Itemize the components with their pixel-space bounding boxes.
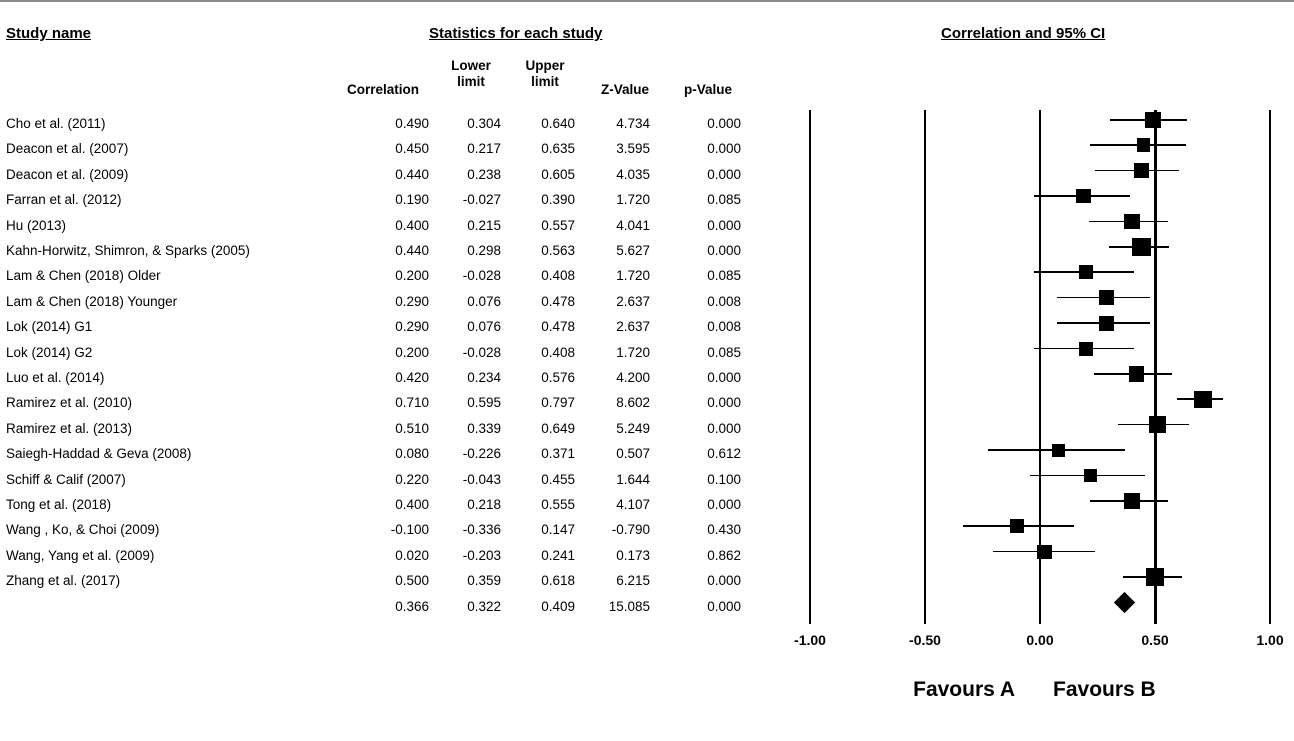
table-cell: 0.635 [541,141,575,157]
table-cell: 0.576 [541,370,575,385]
header-statistics: Statistics for each study [429,25,603,42]
table-cell: 0.000 [707,370,741,385]
table-cell: 4.035 [616,166,650,182]
table-cell: 0.490 [395,116,429,131]
table-cell: 0.100 [707,471,741,487]
table-row-label: Ramirez et al. (2013) [6,420,133,436]
table-row-label: Cho et al. (2011) [6,116,106,131]
effect-size-marker [1124,214,1140,230]
summary-reference-line [1154,110,1157,624]
table-cell: 0.408 [541,268,575,284]
table-cell: 0.640 [541,116,575,131]
table-cell: 0.420 [395,370,429,385]
table-cell: 0.555 [541,497,575,512]
effect-size-marker [1052,444,1065,457]
table-cell: 0.440 [395,166,429,182]
table-cell: 0.290 [395,293,429,309]
table-cell: 0.076 [467,293,501,309]
table-cell: 0.238 [467,166,501,182]
axis-tick-label: -1.00 [794,632,826,648]
table-cell: 0.862 [707,547,741,563]
table-cell: 0.241 [541,547,575,563]
table-cell: 0.000 [707,141,741,157]
effect-size-marker [1134,163,1149,178]
table-cell: 0.563 [541,243,575,258]
effect-size-marker [1079,342,1093,356]
axis-reference-line [924,110,926,624]
table-cell: 0.359 [467,573,501,589]
table-cell: 0.649 [541,420,575,436]
table-cell: 0.085 [707,192,741,208]
axis-tick-label: 1.00 [1256,632,1284,648]
table-cell: 0.339 [467,420,501,436]
summary-cell: 0.409 [541,598,575,614]
table-row-label: Deacon et al. (2007) [6,141,129,157]
table-row-label: Hu (2013) [6,217,67,233]
table-cell: 0.507 [616,446,650,462]
table-cell: 6.215 [616,573,650,589]
table-cell: 0.400 [395,497,429,512]
table-cell: 8.602 [616,395,650,411]
table-row-label: Deacon et al. (2009) [6,166,129,182]
table-cell: 0.557 [541,217,575,233]
axis-tick-label: 0.50 [1141,632,1169,648]
table-cell: 0.200 [395,344,429,360]
summary-cell: 15.085 [608,598,650,614]
effect-size-marker [1132,238,1151,257]
effect-size-marker [1149,416,1166,433]
table-row-label: Lam & Chen (2018) Older [6,268,161,284]
table-cell: -0.336 [462,522,501,538]
effect-size-marker [1129,366,1144,381]
effect-size-marker [1084,469,1098,483]
favours-left-label: Favours A [913,678,1016,701]
axis-tick-label: -0.50 [909,632,941,648]
table-cell: -0.100 [390,522,429,538]
favours-right-label: Favours B [1053,678,1156,701]
table-cell: 0.147 [541,522,575,538]
forest-plot-area [740,100,1288,701]
table-cell: 0.290 [395,319,429,335]
summary-cell: 0.322 [467,598,501,614]
table-cell: 0.618 [541,573,575,589]
top-border [0,0,1294,2]
table-cell: 1.720 [616,192,650,208]
table-cell: 2.637 [616,293,650,309]
effect-size-marker [1037,545,1051,559]
column-header-lower-limit: Lower limit [451,58,491,89]
table-cell: 0.217 [467,141,501,157]
column-header-p-value: p-Value [683,82,732,97]
column-header-upper-limit: Upper limit [525,58,565,89]
table-cell: 0.008 [707,293,741,309]
table-cell: 0.000 [707,573,741,589]
table-cell: 0.200 [395,268,429,284]
table-row-label: Lam & Chen (2018) Younger [6,293,178,309]
table-cell: -0.028 [462,344,501,360]
axis-reference-line [809,110,811,624]
column-header-correlation: Correlation [346,82,419,97]
table-cell: 0.218 [467,497,501,512]
column-header-z-value: Z-Value [600,82,649,97]
table-row-label: Schiff & Calif (2007) [6,471,126,487]
table-cell: -0.028 [462,268,501,284]
table-cell: 0.000 [707,166,741,182]
table-cell: 1.644 [616,471,650,487]
table-cell: 0.797 [541,395,575,411]
effect-size-marker [1145,112,1161,128]
table-cell: 0.234 [467,370,501,385]
table-cell: 0.595 [467,395,501,411]
effect-size-marker [1146,568,1164,586]
table-cell: 0.020 [395,547,429,563]
table-cell: 1.720 [616,344,650,360]
summary-diamond [1114,592,1135,613]
table-cell: -0.226 [462,446,501,462]
table-cell: 0.408 [541,344,575,360]
table-cell: 0.478 [541,293,575,309]
table-cell: 4.734 [616,116,650,131]
table-cell: 0.478 [541,319,575,335]
table-cell: 0.304 [467,116,501,131]
summary-cell: 0.000 [707,598,741,614]
table-cell: 0.000 [707,395,741,411]
effect-size-marker [1099,290,1114,305]
table-cell: 0.440 [395,243,429,258]
table-cell: 0.000 [707,116,741,131]
table-row-label: Farran et al. (2012) [6,192,122,208]
table-cell: -0.043 [462,471,501,487]
table-cell: 0.450 [395,141,429,157]
table-cell: 0.000 [707,243,741,258]
table-cell: 0.000 [707,420,741,436]
table-row-label: Lok (2014) G2 [6,344,93,360]
table-cell: 0.298 [467,243,501,258]
table-cell: 0.371 [541,446,575,462]
table-cell: 0.500 [395,573,429,589]
table-cell: 0.008 [707,319,741,335]
table-row-label: Wang , Ko, & Choi (2009) [6,522,160,538]
table-row-label: Wang, Yang et al. (2009) [6,547,155,563]
table-row-label: Tong et al. (2018) [6,497,112,512]
table-row-label: Kahn-Horwitz, Shimron, & Sparks (2005) [6,243,250,258]
table-cell: 1.720 [616,268,650,284]
table-cell: 0.085 [707,268,741,284]
effect-size-marker [1076,189,1091,204]
effect-size-marker [1010,519,1024,533]
effect-size-marker [1137,138,1151,152]
table-cell: 0.080 [395,446,429,462]
table-cell: 4.107 [616,497,650,512]
table-cell: -0.027 [462,192,501,208]
table-cell: 0.215 [467,217,501,233]
effect-size-marker [1124,493,1139,508]
table-cell: 0.085 [707,344,741,360]
axis-tick-label: 0.00 [1026,632,1054,648]
table-cell: 4.041 [616,217,650,233]
effect-size-marker [1099,316,1114,331]
summary-cell: 0.366 [395,598,429,614]
table-cell: 0.390 [541,192,575,208]
table-cell: 0.430 [707,522,741,538]
effect-size-marker [1079,265,1093,279]
table-row-label: Saiegh-Haddad & Geva (2008) [6,446,192,462]
axis-reference-line [1269,110,1271,624]
table-cell: 0.220 [395,471,429,487]
table-cell: 0.076 [467,319,501,335]
table-row-label: Zhang et al. (2017) [6,573,121,589]
table-row-label: Lok (2014) G1 [6,319,93,335]
header-study-name: Study name [6,25,92,42]
table-cell: 0.612 [707,446,741,462]
table-cell: -0.203 [462,547,501,563]
table-row-label: Luo et al. (2014) [6,370,105,385]
table-cell: 5.627 [616,243,650,258]
table-cell: 0.400 [395,217,429,233]
table-cell: 0.710 [395,395,429,411]
table-cell: 0.510 [395,420,429,436]
table-cell: 0.190 [395,192,429,208]
effect-size-marker [1194,391,1212,409]
table-cell: -0.790 [611,522,650,538]
table-cell: 0.455 [541,471,575,487]
table-cell: 0.605 [541,166,575,182]
table-cell: 0.000 [707,217,741,233]
header-plot-title: Correlation and 95% CI [941,25,1106,42]
table-cell: 4.200 [616,370,650,385]
table-cell: 5.249 [616,420,650,436]
table-cell: 0.173 [616,547,650,563]
table-row-label: Ramirez et al. (2010) [6,395,133,411]
table-cell: 2.637 [616,319,650,335]
table-cell: 0.000 [707,497,741,512]
table-cell: 3.595 [616,141,650,157]
